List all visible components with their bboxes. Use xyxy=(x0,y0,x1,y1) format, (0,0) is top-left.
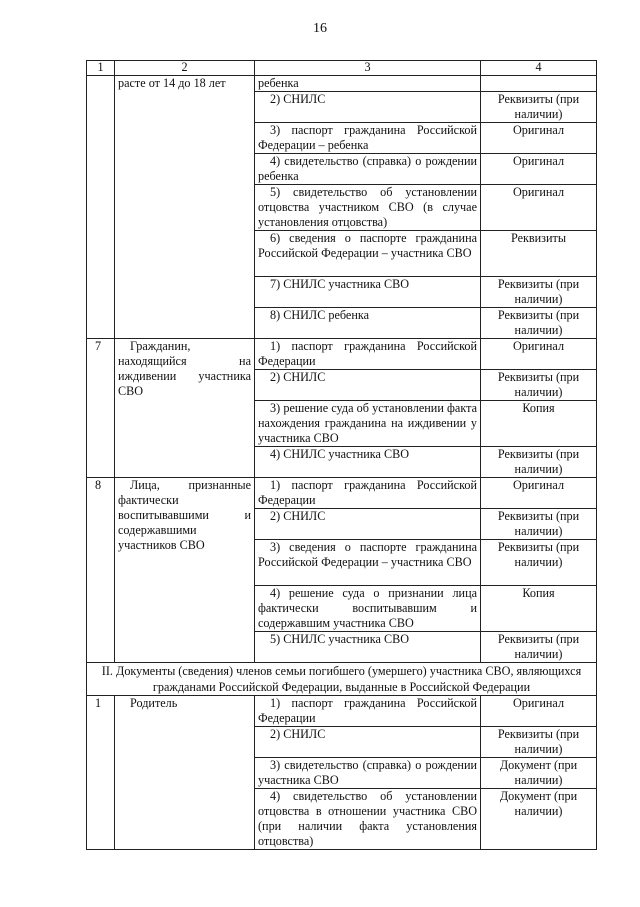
form-cell: Документ (при наличии) xyxy=(481,758,597,789)
col-header-1: 1 xyxy=(87,61,115,76)
form-cell: Реквизиты (при наличии) xyxy=(481,308,597,339)
document-cell: 2) СНИЛС xyxy=(255,727,481,758)
form-cell: Копия xyxy=(481,586,597,632)
document-cell: 4) свидетельство (справка) о рождении ребенка xyxy=(255,154,481,185)
form-cell: Реквизиты (при наличии) xyxy=(481,540,597,586)
form-cell: Реквизиты xyxy=(481,231,597,277)
col-header-3: 3 xyxy=(255,61,481,76)
document-cell: 4) свидетельство об установлении отцовства в отношении участника СВО (при наличии факта установления отцовства) xyxy=(255,789,481,850)
form-cell: Оригинал xyxy=(481,339,597,370)
form-cell: Реквизиты (при наличии) xyxy=(481,727,597,758)
document-cell: 1) паспорт гражданина Российской Федерации xyxy=(255,696,481,727)
section-title: II. Документы (сведения) членов семьи погибшего (умершего) участника СВО, являющихся гражданами Российской Федерации, выданные в Российской Федерации xyxy=(87,663,597,696)
document-cell: 1) паспорт гражданина Российской Федерации xyxy=(255,478,481,509)
form-cell: Реквизиты (при наличии) xyxy=(481,370,597,401)
col-header-2: 2 xyxy=(115,61,255,76)
document-cell: 7) СНИЛС участника СВО xyxy=(255,277,481,308)
document-cell: 2) СНИЛС xyxy=(255,370,481,401)
table-row xyxy=(87,76,597,92)
form-cell: Реквизиты (при наличии) xyxy=(481,447,597,478)
document-cell: 1) паспорт гражданина Российской Федерации xyxy=(255,339,481,370)
category-cell: Гражданин, находящийся на иждивении участника СВО xyxy=(115,339,255,478)
form-cell: Реквизиты (при наличии) xyxy=(481,92,597,123)
row-number: 7 xyxy=(87,339,115,478)
document-cell: 4) решение суда о признании лица фактически воспитывавшим и содержавшим участника СВО xyxy=(255,586,481,632)
form-cell: Реквизиты (при наличии) xyxy=(481,632,597,663)
document-cell: 3) решение суда об установлении факта нахождения гражданина на иждивении у участника СВО xyxy=(255,401,481,447)
documents-table xyxy=(86,60,597,850)
form-cell xyxy=(481,76,597,92)
form-cell: Реквизиты (при наличии) xyxy=(481,277,597,308)
document-cell: 6) сведения о паспорте гражданина Российской Федерации – участника СВО xyxy=(255,231,481,277)
document-cell: 3) паспорт гражданина Российской Федерации – ребенка xyxy=(255,123,481,154)
row-number xyxy=(87,76,115,339)
document-cell: 5) СНИЛС участника СВО xyxy=(255,632,481,663)
table-header-row xyxy=(87,61,597,76)
form-cell: Оригинал xyxy=(481,696,597,727)
document-cell: 3) сведения о паспорте гражданина Российской Федерации – участника СВО xyxy=(255,540,481,586)
table-row xyxy=(87,696,597,727)
form-cell: Оригинал xyxy=(481,185,597,231)
form-cell: Оригинал xyxy=(481,478,597,509)
page-number: 16 xyxy=(313,21,327,36)
category-cell: Родитель xyxy=(115,696,255,850)
document-cell: 8) СНИЛС ребенка xyxy=(255,308,481,339)
table-row xyxy=(87,478,597,509)
form-cell: Реквизиты (при наличии) xyxy=(481,509,597,540)
document-cell: ребенка xyxy=(255,76,481,92)
form-cell: Копия xyxy=(481,401,597,447)
document-cell: 5) свидетельство об установлении отцовства участником СВО (в случае установления отцовства) xyxy=(255,185,481,231)
table-row xyxy=(87,339,597,370)
form-cell: Документ (при наличии) xyxy=(481,789,597,850)
document-cell: 3) свидетельство (справка) о рождении участника СВО xyxy=(255,758,481,789)
col-header-4: 4 xyxy=(481,61,597,76)
document-cell: 4) СНИЛС участника СВО xyxy=(255,447,481,478)
document-cell: 2) СНИЛС xyxy=(255,92,481,123)
category-cell: расте от 14 до 18 лет xyxy=(115,76,255,339)
category-cell: Лица, признанные фактически воспитывавшими и содержавшими участников СВО xyxy=(115,478,255,663)
row-number: 8 xyxy=(87,478,115,663)
document-cell: 2) СНИЛС xyxy=(255,509,481,540)
form-cell: Оригинал xyxy=(481,154,597,185)
form-cell: Оригинал xyxy=(481,123,597,154)
section-row xyxy=(87,663,597,696)
row-number: 1 xyxy=(87,696,115,850)
